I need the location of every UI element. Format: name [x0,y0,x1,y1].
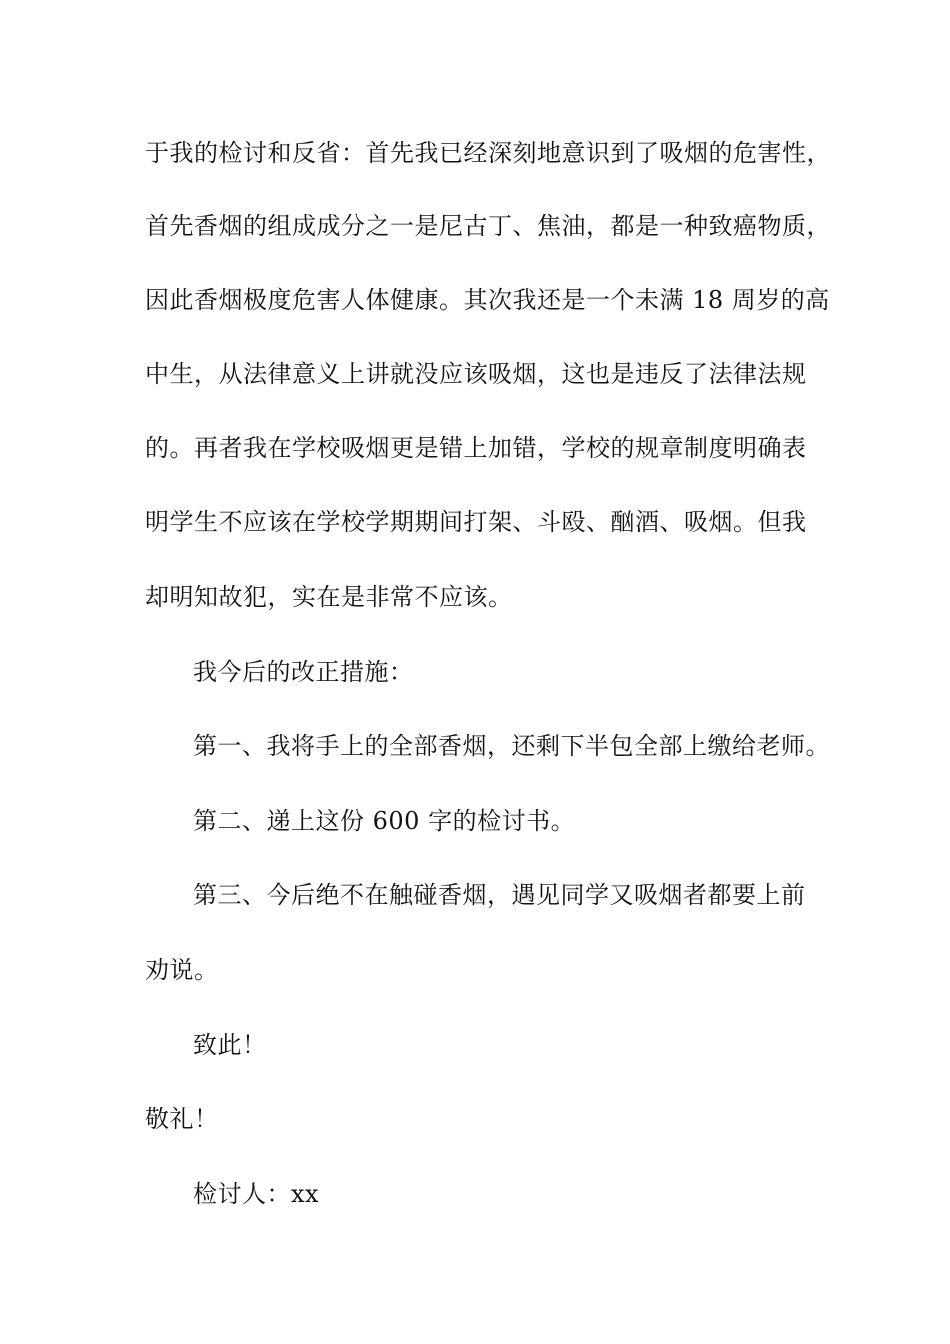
body-line-7: 却明知故犯，实在是非常不应该。 [145,583,513,611]
body-line-5: 的。再者我在学校吸烟更是错上加错，学校的规章制度明确表 [145,434,807,462]
body-line-4: 中生，从法律意义上讲就没应该吸烟，这也是违反了法律法规 [145,360,807,388]
body-line-2: 首先香烟的组成成分之一是尼古丁、焦油，都是一种致癌物质， [145,212,831,240]
body-line-3: 因此香烟极度危害人体健康。其次我还是一个未满 18 周岁的高 [145,286,830,314]
measure-3-line-1: 第三、今后绝不在触碰香烟，遇见同学又吸烟者都要上前 [193,881,806,909]
measures-heading: 我今后的改正措施： [193,658,414,686]
closing-jingli: 敬礼！ [145,1105,219,1133]
measure-3-line-2: 劝说。 [145,956,219,984]
signature-line: 检讨人：xx [193,1180,320,1208]
closing-zhici: 致此！ [193,1031,267,1059]
body-line-6: 明学生不应该在学校学期期间打架、斗殴、酗酒、吸烟。但我 [145,508,807,536]
measure-2: 第二、递上这份 600 字的检讨书。 [193,807,576,835]
measure-1: 第一、我将手上的全部香烟，还剩下半包全部上缴给老师。 [193,732,830,760]
body-line-1: 于我的检讨和反省：首先我已经深刻地意识到了吸烟的危害性， [145,139,831,167]
